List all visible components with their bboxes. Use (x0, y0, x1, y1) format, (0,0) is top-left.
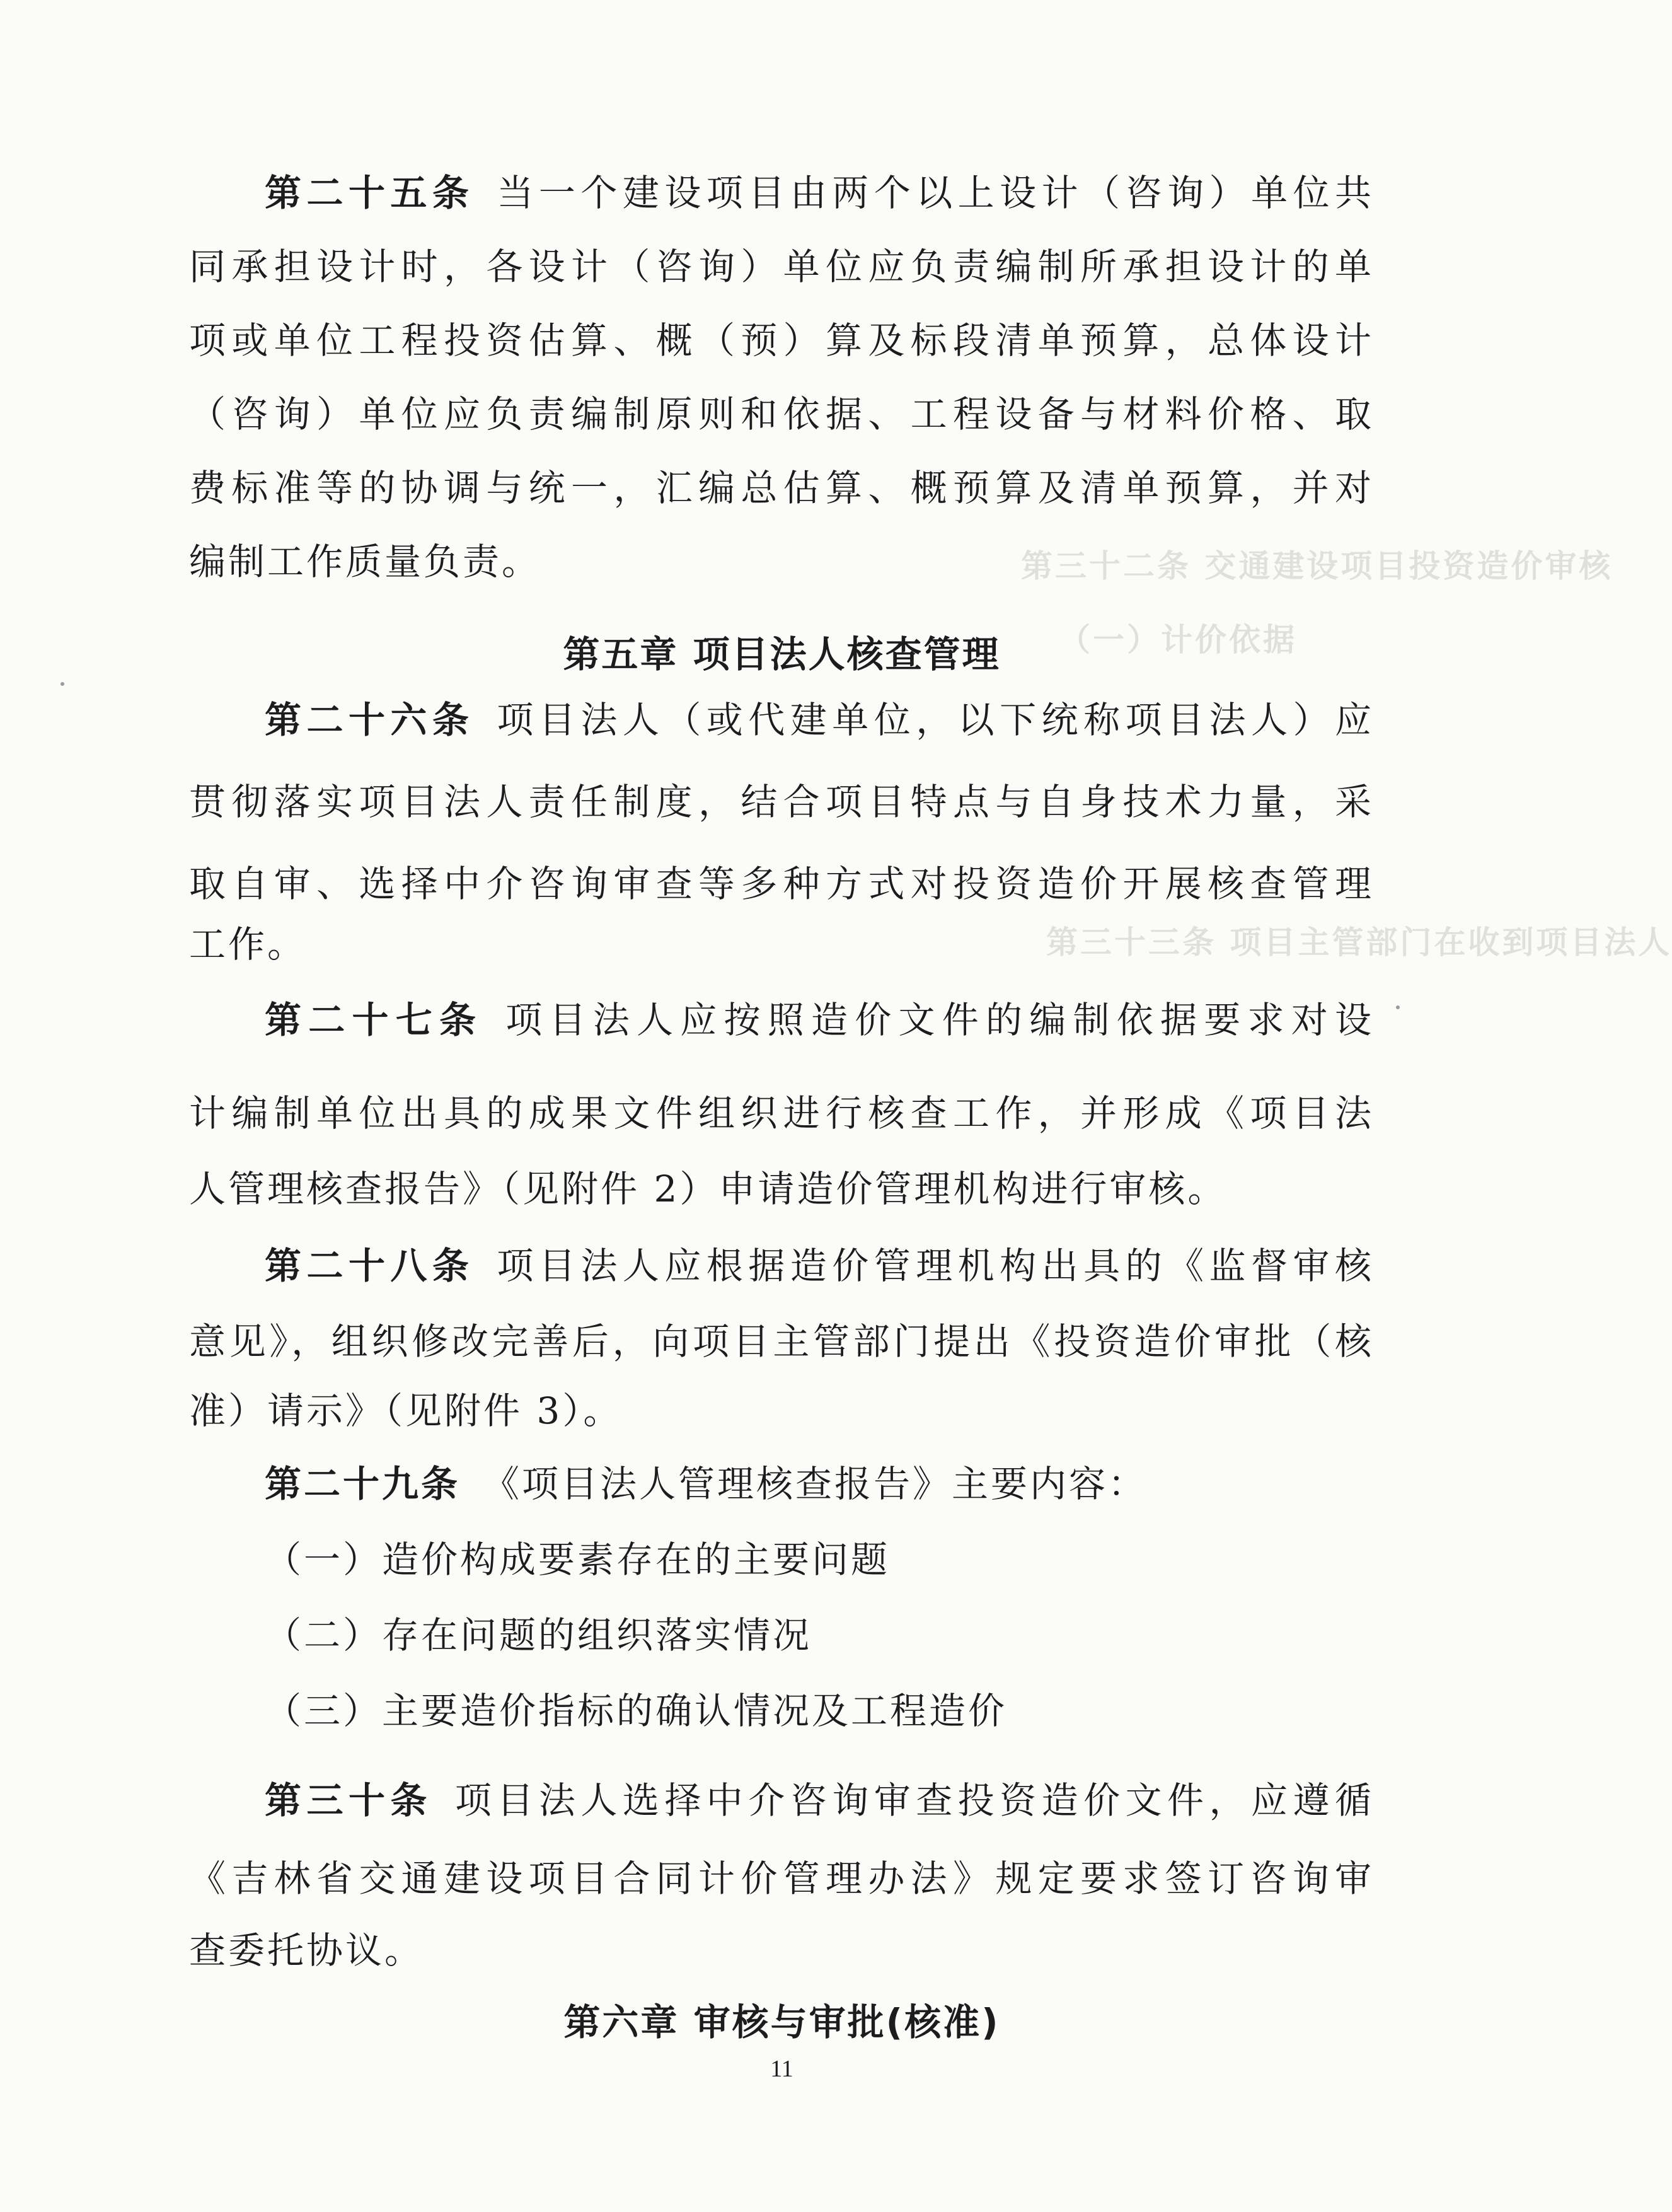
article-26-line-2: 贯彻落实项目法人责任制度，结合项目特点与自身技术力量，采 (189, 780, 1374, 823)
article-30-line-2: 《吉林省交通建设项目合同计价管理办法》规定要求签订咨询审 (189, 1857, 1374, 1900)
article-25-label: 第二十五条 (265, 171, 475, 214)
article-28-line-1: 第二十八条 项目法人应根据造价管理机构出具的《监督审核 (265, 1244, 1374, 1287)
article-26-label: 第二十六条 (265, 698, 475, 741)
article-30-line-1: 第三十条 项目法人选择中介咨询审查投资造价文件，应遵循 (265, 1779, 1374, 1822)
bleed-through-line: （一）计价依据 (1059, 622, 1297, 658)
bleed-through-line: 第三十三条 项目主管部门在收到项目法人 (1046, 924, 1672, 961)
article-25-line-3: 项或单位工程投资估算、概（预）算及标段清单预算，总体设计 (189, 319, 1374, 362)
article-25-line-2: 同承担设计时，各设计（咨询）单位应负责编制所承担设计的单 (189, 245, 1374, 288)
scan-speck (61, 682, 64, 686)
article-29-item-2: （二）存在问题的组织落实情况 (265, 1614, 812, 1657)
article-30-label: 第三十条 (265, 1779, 432, 1822)
article-25-line-5: 费标准等的协调与统一，汇编总估算、概预算及清单预算，并对 (189, 466, 1374, 509)
article-28-label: 第二十八条 (265, 1244, 475, 1287)
article-29-item-1: （一）造价构成要素存在的主要问题 (265, 1538, 891, 1581)
chapter-6-heading: 第六章 审核与审批(核准) (563, 2001, 1000, 2044)
article-25-line-4: （咨询）单位应负责编制原则和依据、工程设备与材料价格、取 (189, 393, 1374, 436)
bleed-through-line: 第三十二条 交通建设项目投资造价审核 (1021, 548, 1613, 584)
article-27-line-3: 人管理核查报告》（见附件 2）申请造价管理机构进行审核。 (189, 1167, 1227, 1210)
article-28-line-3: 准）请示》（见附件 3）。 (189, 1389, 623, 1432)
article-29-label: 第二十九条 (265, 1462, 461, 1505)
article-25-line-1: 第二十五条 当一个建设项目由两个以上设计（咨询）单位共 (265, 171, 1374, 214)
article-26-line-3: 取自审、选择中介咨询审查等多种方式对投资造价开展核查管理 (189, 862, 1374, 905)
chapter-5-heading: 第五章 项目法人核查管理 (563, 633, 1001, 676)
article-30-line-3: 查委托协议。 (189, 1929, 424, 1972)
article-27-line-2: 计编制单位出具的成果文件组织进行核查工作，并形成《项目法 (189, 1092, 1374, 1135)
article-28-line-2: 意见》，组织修改完善后，向项目主管部门提出《投资造价审批（核 (189, 1320, 1374, 1363)
article-27-label: 第二十七条 (265, 999, 483, 1041)
article-27-line-1: 第二十七条 项目法人应按照造价文件的编制依据要求对设 (265, 999, 1374, 1041)
article-26-line-1: 第二十六条 项目法人（或代建单位，以下统称项目法人）应 (265, 698, 1374, 741)
article-29-item-3: （三）主要造价指标的确认情况及工程造价 (265, 1689, 1008, 1732)
article-29-line-1: 第二十九条 《项目法人管理核查报告》主要内容： (265, 1462, 1148, 1505)
page-number: 11 (770, 2056, 793, 2082)
article-26-line-4: 工作。 (189, 923, 307, 966)
article-25-line-6: 编制工作质量负责。 (189, 540, 541, 583)
scan-speck (1396, 1005, 1400, 1009)
